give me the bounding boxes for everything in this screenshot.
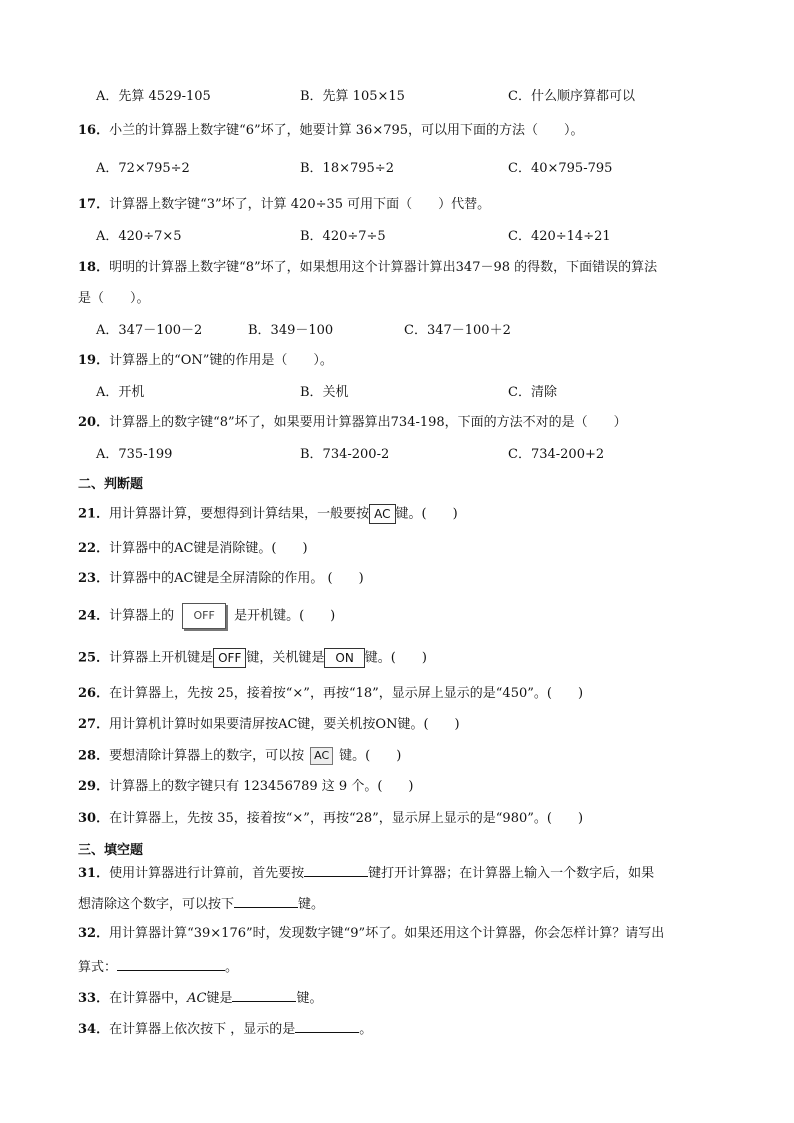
question-text: 计算器上的“ON”键的作用是（ ）。 <box>109 353 333 368</box>
question-27 <box>78 716 460 734</box>
question-text-end: 键。( ) <box>339 748 402 764</box>
question-text: 要想清除计算器上的数字，可以按 <box>109 748 305 764</box>
question-text: 计算器上的 <box>109 608 175 624</box>
q18-option-b: B．349－100 <box>248 323 334 338</box>
answer-blank[interactable] <box>117 956 225 971</box>
q20-option-a: A．735-199 <box>96 447 173 462</box>
question-text-end: 键。( ) <box>395 506 458 522</box>
answer-blank[interactable] <box>295 1018 359 1033</box>
question-22 <box>78 540 308 558</box>
question-text: 在计算器中， <box>109 991 188 1006</box>
question-number: 16． <box>78 123 110 138</box>
ac-key-icon: AC <box>369 504 395 524</box>
question-number: 30． <box>78 811 110 826</box>
question-text: 明明的计算器上数字键“8”坏了，如果想用这个计算器计算出347－98 的得数，下面错误的算法 <box>109 260 658 275</box>
q18-option-a: A．347－100－2 <box>96 323 203 338</box>
question-number: 27． <box>78 717 110 732</box>
question-24 <box>78 603 335 629</box>
question-29 <box>78 778 413 796</box>
question-text-mid: 键打开计算器；在计算器上输入一个数字后，如果 <box>368 866 655 881</box>
q15-option-b: B．先算 105×15 <box>300 89 405 104</box>
question-text: 计算器上开机键是 <box>109 650 214 666</box>
question-number: 24． <box>78 608 110 624</box>
question-text: 用计算机计算时如果要清屏按AC键，要关机按ON键。( ) <box>109 717 460 732</box>
q18-option-c: C．347－100＋2 <box>404 323 511 338</box>
question-28 <box>78 747 401 766</box>
section-heading-judgement: 二、判断题 <box>78 477 144 492</box>
answer-blank[interactable] <box>304 862 368 877</box>
question-number: 26． <box>78 686 110 701</box>
answer-blank[interactable] <box>232 987 296 1002</box>
question-text: 计算器上的数字键“8”坏了，如果要用计算器算出734-198，下面的方法不对的是（ ） <box>109 415 627 430</box>
on-key-icon: ON <box>324 648 364 668</box>
question-16 <box>78 122 584 140</box>
question-text-end: 键。 <box>296 991 323 1006</box>
q17-option-a: A．420÷7×5 <box>96 229 182 244</box>
question-31-line2 <box>78 893 324 914</box>
question-text: 用计算器计算，要想得到计算结果，一般要按 <box>109 506 370 522</box>
section-heading-fill-in: 三、填空题 <box>78 843 144 858</box>
question-text: 想清除这个数字，可以按下 <box>78 897 235 912</box>
question-text: 使用计算器进行计算前，首先要按 <box>109 866 305 881</box>
question-18 <box>78 259 657 277</box>
question-text: 在计算器上依次按下 ，显示的是 <box>109 1022 296 1037</box>
question-33 <box>78 987 322 1008</box>
question-34 <box>78 1018 372 1039</box>
question-text: 计算器中的AC键是全屏清除的作用。 ( ) <box>109 571 364 586</box>
question-text: 用计算器计算“39×176”时，发现数字键“9”坏了。如果还用这个计算器，你会怎样计算？请写出 <box>109 926 665 941</box>
question-number: 25． <box>78 650 110 666</box>
q17-option-b: B．420÷7÷5 <box>300 229 386 244</box>
question-26 <box>78 685 583 703</box>
question-text: 在计算器上，先按 35，接着按“×”，再按“28”，显示屏上显示的是“980”。( ) <box>109 811 584 826</box>
question-text: 算式： <box>78 960 118 975</box>
q20-option-c: C．734-200+2 <box>508 447 605 462</box>
q16-option-a: A．72×795÷2 <box>96 161 190 176</box>
question-number: 33． <box>78 991 110 1006</box>
q19-option-b: B．关机 <box>300 385 349 400</box>
q19-option-a: A．开机 <box>96 385 145 400</box>
question-21 <box>78 504 458 524</box>
question-number: 22． <box>78 541 110 556</box>
question-number: 28． <box>78 748 110 764</box>
q15-option-c: C．什么顺序算都可以 <box>508 89 635 104</box>
question-text: 计算器上数字键“3”坏了，计算 420÷35 可用下面（ ）代替。 <box>109 197 491 212</box>
question-20 <box>78 414 627 432</box>
question-number: 34． <box>78 1022 110 1037</box>
question-32-line2 <box>78 956 238 977</box>
question-23 <box>78 570 364 588</box>
question-number: 21． <box>78 506 110 522</box>
q16-option-c: C．40×795-795 <box>508 161 613 176</box>
q15-option-a: A．先算 4529-105 <box>96 89 211 104</box>
question-text-mid: 键，关机键是 <box>246 650 325 666</box>
question-30 <box>78 810 583 828</box>
question-32 <box>78 925 664 943</box>
ac-key-label: AC <box>187 991 207 1006</box>
question-text-mid: 键是 <box>206 991 233 1006</box>
question-number: 23． <box>78 571 110 586</box>
question-text-end: 键。 <box>298 897 325 912</box>
question-text: 计算器中的AC键是消除键。( ) <box>109 541 308 556</box>
question-19 <box>78 352 333 370</box>
q20-option-b: B．734-200-2 <box>300 447 390 462</box>
off-key-icon: OFF <box>213 648 246 668</box>
question-text: 小兰的计算器上数字键“6”坏了，她要计算 36×795，可以用下面的方法（ ）。 <box>109 123 584 138</box>
question-text: 在计算器上，先按 25，接着按“×”，再按“18”，显示屏上显示的是“450”。( ) <box>109 686 584 701</box>
ac-key-icon: AC <box>310 747 333 765</box>
off-key-icon: OFF <box>182 603 226 629</box>
question-17 <box>78 196 490 214</box>
q16-option-b: B．18×795÷2 <box>300 161 394 176</box>
question-31 <box>78 862 654 883</box>
q19-option-c: C．清除 <box>508 385 557 400</box>
question-number: 19． <box>78 353 110 368</box>
answer-blank[interactable] <box>234 893 298 908</box>
question-25 <box>78 648 427 668</box>
question-18-line2: 是（ ）。 <box>78 291 150 306</box>
question-text-end: 。 <box>359 1022 373 1037</box>
question-text-end: 键。( ) <box>364 650 427 666</box>
question-number: 18． <box>78 260 110 275</box>
question-number: 29． <box>78 779 110 794</box>
question-number: 31． <box>78 866 110 881</box>
question-text-end: 。 <box>225 960 239 975</box>
q17-option-c: C．420÷14÷21 <box>508 229 611 244</box>
question-text-end: 是开机键。( ) <box>234 608 336 624</box>
question-number: 32． <box>78 926 110 941</box>
question-text: 计算器上的数字键只有 123456789 这 9 个。( ) <box>109 779 414 794</box>
question-number: 17． <box>78 197 110 212</box>
question-number: 20． <box>78 415 110 430</box>
